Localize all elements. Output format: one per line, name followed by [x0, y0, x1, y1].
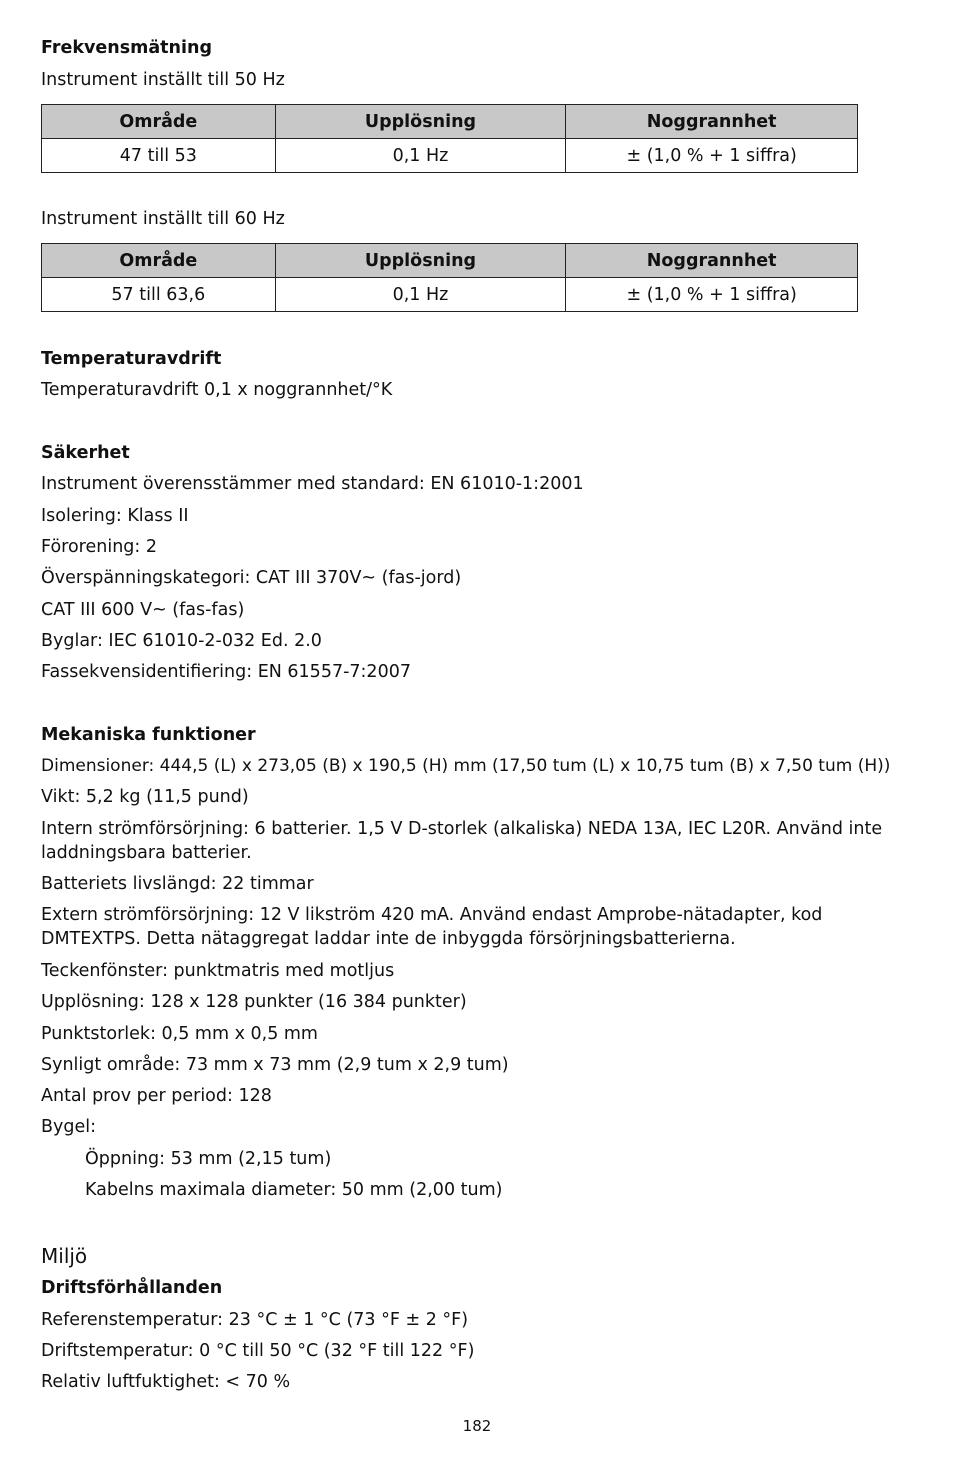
mech-cable-diameter: Kabelns maximala diameter: 50 mm (2,00 tum) — [85, 1180, 503, 1200]
table-row — [42, 139, 858, 173]
table-header-row — [42, 244, 858, 278]
env-relative-humidity: Relativ luftfuktighet: < 70 % — [41, 1372, 291, 1392]
heading-environment: Miljö — [41, 1244, 88, 1268]
table-header-row — [42, 105, 858, 139]
freq-60hz-caption: Instrument inställt till 60 Hz — [41, 209, 285, 229]
mech-external-power: Extern strömförsörjning: 12 V likström 420 mA. Använd endast Amprobe-nätadapter, kod DMTEXTPS. Detta nätaggregat laddar inte de inbyggda försörjningsbatterierna. — [41, 905, 823, 949]
cell-accuracy: ± (1,0 % + 1 siffra) — [566, 278, 858, 312]
freq-60hz-table — [41, 243, 858, 312]
heading-mechanical: Mekaniska funktioner — [41, 725, 256, 745]
heading-safety: Säkerhet — [41, 443, 130, 463]
mech-dot-size: Punktstorlek: 0,5 mm x 0,5 mm — [41, 1024, 318, 1044]
heading-frequency: Frekvensmätning — [41, 38, 212, 58]
header-range: Område — [42, 105, 276, 139]
mech-clamp-opening: Öppning: 53 mm (2,15 tum) — [85, 1149, 332, 1169]
freq-50hz-table — [41, 104, 858, 173]
mech-display: Teckenfönster: punktmatris med motljus — [41, 961, 395, 981]
safety-overvoltage: Överspänningskategori: CAT III 370V~ (fas-jord) — [41, 568, 462, 588]
table-row — [42, 278, 858, 312]
header-accuracy: Noggrannhet — [566, 105, 858, 139]
mech-weight: Vikt: 5,2 kg (11,5 pund) — [41, 787, 249, 807]
mech-battery-life: Batteriets livslängd: 22 timmar — [41, 874, 314, 894]
safety-standard: Instrument överensstämmer med standard: EN 61010-1:2001 — [41, 474, 584, 494]
cell-range: 57 till 63,6 — [42, 278, 276, 312]
cell-resolution: 0,1 Hz — [275, 278, 566, 312]
cell-resolution: 0,1 Hz — [275, 139, 566, 173]
safety-phase-sequence: Fassekvensidentifiering: EN 61557-7:2007 — [41, 662, 411, 682]
mech-resolution: Upplösning: 128 x 128 punkter (16 384 punkter) — [41, 992, 467, 1012]
mech-clamp: Bygel: — [41, 1117, 96, 1137]
header-resolution: Upplösning — [275, 105, 566, 139]
safety-pollution: Förorening: 2 — [41, 537, 157, 557]
env-reference-temperature: Referenstemperatur: 23 °C ± 1 °C (73 °F ± 2 °F) — [41, 1310, 469, 1330]
page-number: 182 — [462, 1417, 492, 1435]
mech-visible-area: Synligt område: 73 mm x 73 mm (2,9 tum x 2,9 tum) — [41, 1055, 509, 1075]
heading-temperature-drift: Temperaturavdrift — [41, 349, 222, 369]
safety-clamps: Byglar: IEC 61010-2-032 Ed. 2.0 — [41, 631, 322, 651]
temperature-drift-text: Temperaturavdrift 0,1 x noggrannhet/°K — [41, 380, 393, 400]
header-range: Område — [42, 244, 276, 278]
mech-internal-power: Intern strömförsörjning: 6 batterier. 1,5 V D-storlek (alkaliska) NEDA 13A, IEC L20R. Använd inte laddningsbara batterier. — [41, 819, 883, 863]
freq-50hz-caption: Instrument inställt till 50 Hz — [41, 70, 285, 90]
cell-accuracy: ± (1,0 % + 1 siffra) — [566, 139, 858, 173]
cell-range: 47 till 53 — [42, 139, 276, 173]
header-accuracy: Noggrannhet — [566, 244, 858, 278]
safety-cat-iii: CAT III 600 V~ (fas-fas) — [41, 600, 245, 620]
header-resolution: Upplösning — [275, 244, 566, 278]
mech-dimensions: Dimensioner: 444,5 (L) x 273,05 (B) x 190,5 (H) mm (17,50 tum (L) x 10,75 tum (B) x 7,50 tum (H)) — [41, 756, 891, 776]
mech-samples: Antal prov per period: 128 — [41, 1086, 272, 1106]
heading-operating-conditions: Driftsförhållanden — [41, 1278, 223, 1298]
env-operating-temperature: Driftstemperatur: 0 °C till 50 °C (32 °F till 122 °F) — [41, 1341, 475, 1361]
safety-insulation: Isolering: Klass II — [41, 506, 189, 526]
